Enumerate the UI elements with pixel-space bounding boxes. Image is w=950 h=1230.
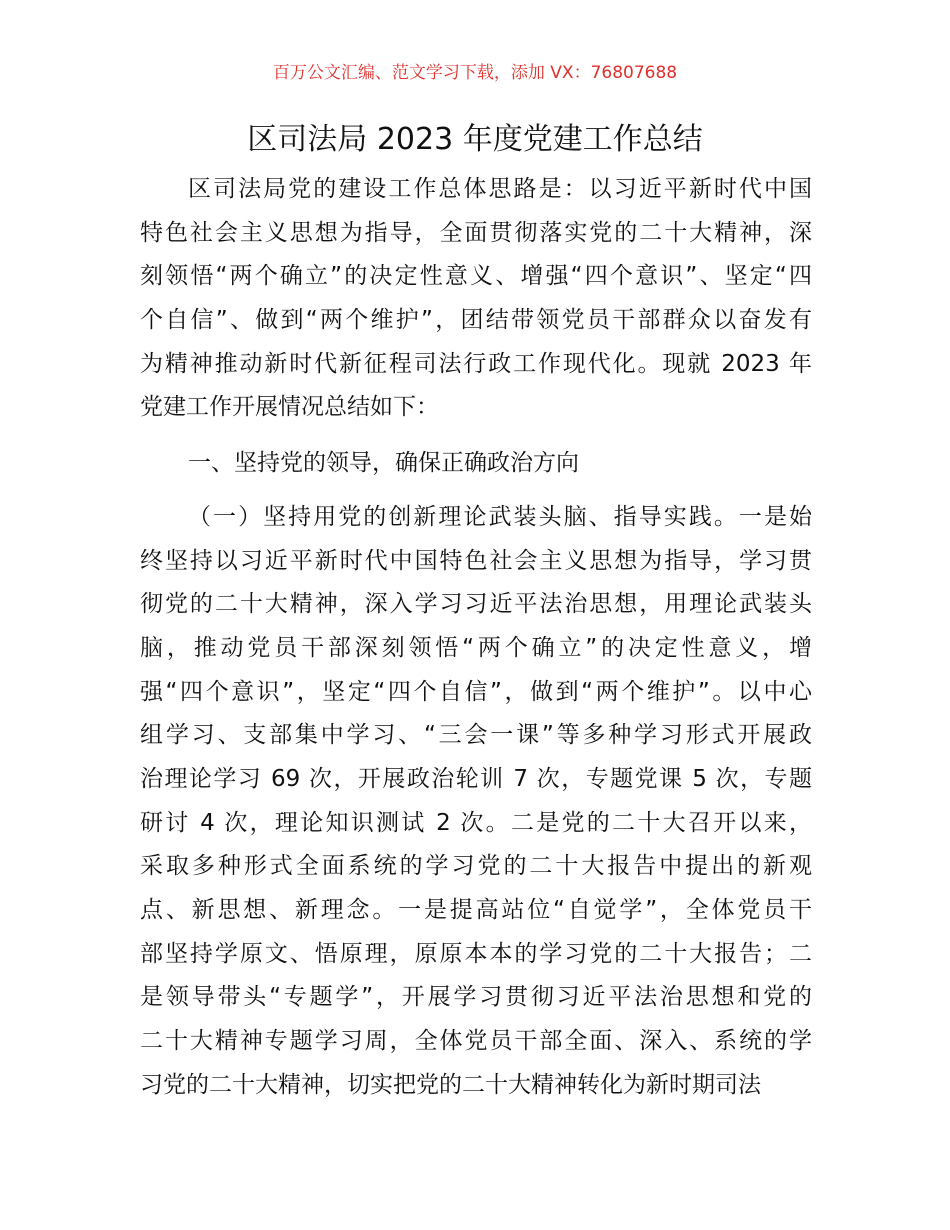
text-line: 部坚持学原文、悟原理，原原本本的学习党的二十大报告；二 bbox=[140, 940, 812, 967]
section-heading-1: 一、坚持党的领导，确保正确政治方向 bbox=[188, 450, 579, 477]
text-line: 采取多种形式全面系统的学习党的二十大报告中提出的新观 bbox=[140, 853, 812, 880]
text-line: 区司法局党的建设工作总体思路是：以习近平新时代中国 bbox=[188, 176, 812, 202]
text-line: 个自信”、做到“两个维护”，团结带领党员干部群众以奋发有 bbox=[140, 307, 812, 334]
text-line: 刻领悟“两个确立”的决定性意义、增强“四个意识”、坚定“四 bbox=[140, 263, 812, 290]
text-line: 终坚持以习近平新时代中国特色社会主义思想为指导，学习贯 bbox=[140, 547, 812, 574]
text-line: 强“四个意识”，坚定“四个自信”，做到“两个维护”。以中心 bbox=[140, 678, 812, 705]
text-line: 治理论学习 69 次，开展政治轮训 7 次，专题党课 5 次，专题 bbox=[140, 765, 812, 792]
text-line: 彻党的二十大精神，深入学习习近平法治思想，用理论武装头 bbox=[140, 591, 812, 618]
text-line: 二十大精神专题学习周，全体党员干部全面、深入、系统的学 bbox=[140, 1028, 812, 1055]
document-title: 区司法局 2023 年度党建工作总结 bbox=[247, 122, 703, 157]
text-line: 点、新思想、新理念。一是提高站位“自觉学”，全体党员干 bbox=[140, 897, 812, 923]
text-line: 研讨 4 次，理论知识测试 2 次。二是党的二十大召开以来， bbox=[140, 809, 812, 836]
watermark-banner: 百万公文汇编、范文学习下载，添加 VX：76807688 bbox=[272, 63, 678, 83]
text-line: 为精神推动新时代新征程司法行政工作现代化。现就 2023 年 bbox=[140, 350, 812, 377]
text-line: 是领导带头“专题学”，开展学习贯彻习近平法治思想和党的 bbox=[140, 984, 812, 1011]
text-line: 习党的二十大精神，切实把党的二十大精神转化为新时期司法 bbox=[140, 1071, 761, 1098]
paragraph-intro bbox=[140, 168, 812, 430]
text-line: 党建工作开展情况总结如下： bbox=[140, 394, 439, 421]
text-line: （一）坚持用党的创新理论武装头脑、指导实践。一是始 bbox=[188, 503, 812, 530]
text-line: 组学习、支部集中学习、“三会一课”等多种学习形式开展政 bbox=[140, 722, 812, 749]
text-line: 脑，推动党员干部深刻领悟“两个确立”的决定性意义，增 bbox=[140, 634, 812, 661]
paragraph-section1-item1 bbox=[140, 496, 812, 1108]
text-line: 特色社会主义思想为指导，全面贯彻落实党的二十大精神，深 bbox=[140, 219, 812, 246]
document-body bbox=[140, 168, 812, 1107]
